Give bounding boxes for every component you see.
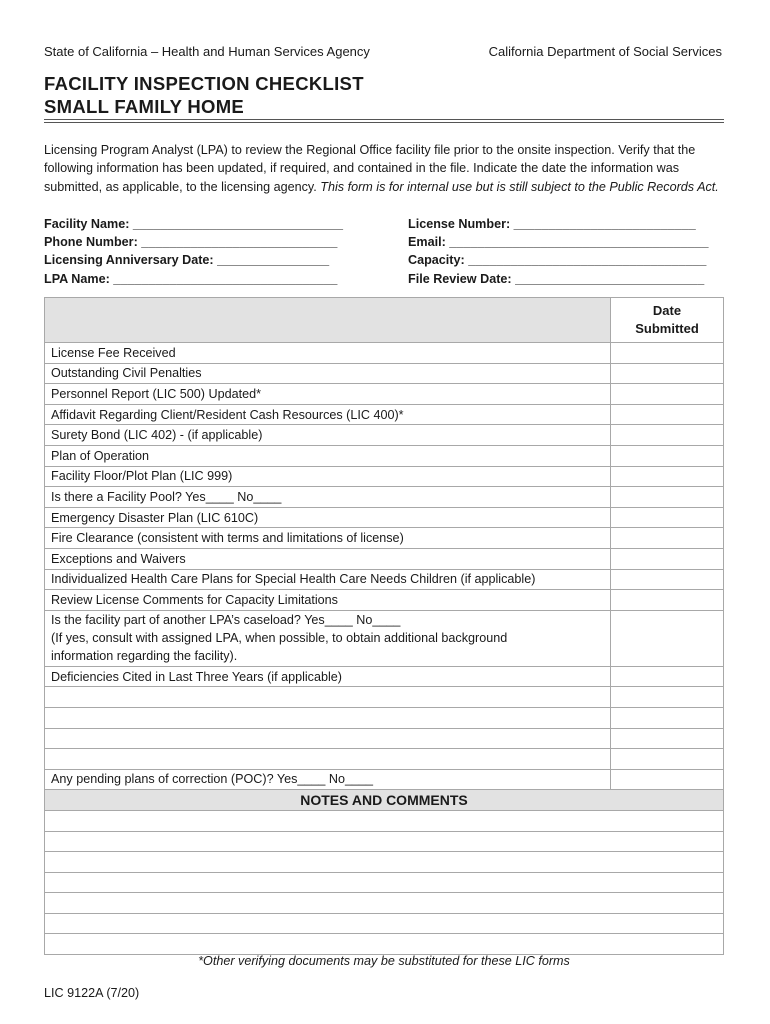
table-row (45, 590, 724, 611)
date-input-cell[interactable] (611, 769, 724, 790)
checklist-item-label: Plan of Operation (45, 445, 611, 466)
table-row (45, 445, 724, 466)
intro-text: Licensing Program Analyst (LPA) to review the Regional Office facility file prior to the onsite inspection. Verify that the following information has been updated, if required, and contained in the file. Indicate the date the information was submitted, as applicable, to the licensing agency. (44, 143, 696, 194)
table-row (45, 687, 724, 708)
email-field[interactable]: Email: _____________________________________ (408, 235, 709, 249)
agency-header: State of California – Health and Human Services Agency (44, 44, 370, 59)
date-input-cell[interactable] (611, 528, 724, 549)
notes-input-line[interactable] (45, 852, 724, 873)
blank-line[interactable] (45, 707, 611, 728)
table-row (45, 384, 724, 405)
caseload-line-2: (If yes, consult with assigned LPA, when possible, to obtain additional background (51, 631, 508, 646)
caseload-line-3: information regarding the facility). (51, 649, 238, 664)
checklist-item-label: License Fee Received (45, 343, 611, 364)
table-row (45, 466, 724, 487)
date-input-cell[interactable] (611, 343, 724, 364)
file-review-date-field[interactable]: File Review Date: ___________________________ (408, 272, 705, 286)
date-input-cell[interactable] (611, 666, 724, 687)
checklist-item-label: Individualized Health Care Plans for Special Health Care Needs Children (if applicable) (45, 569, 611, 590)
caseload-line-1: Is the facility part of another LPA’s caseload? Yes____ No____ (51, 613, 401, 628)
date-input-cell[interactable] (611, 404, 724, 425)
date-input-cell[interactable] (611, 548, 724, 569)
checklist-table (44, 297, 724, 955)
deficiencies-label: Deficiencies Cited in Last Three Years (if applicable) (45, 666, 611, 687)
poc-question: Any pending plans of correction (POC)? Yes____ No____ (45, 769, 611, 790)
facility-name-field[interactable]: Facility Name: ______________________________ (44, 217, 344, 231)
intro-italic-note: This form is for internal use but is still subject to the Public Records Act. (320, 179, 719, 194)
footnote: *Other verifying documents may be substituted for these LIC forms (198, 954, 570, 968)
caseload-question (45, 610, 611, 666)
table-row (45, 548, 724, 569)
blank-line[interactable] (45, 749, 611, 770)
form-number: LIC 9122A (7/20) (44, 986, 140, 1000)
date-input-cell[interactable] (611, 384, 724, 405)
checklist-item-label: Facility Floor/Plot Plan (LIC 999) (45, 466, 611, 487)
title-rule-top (44, 119, 724, 120)
title-rule-bottom (44, 122, 724, 123)
notes-input-line[interactable] (45, 934, 724, 955)
notes-line (45, 811, 724, 832)
date-header-line-2: Submitted (635, 321, 699, 336)
date-input-cell[interactable] (611, 569, 724, 590)
table-row (45, 666, 724, 687)
date-input-cell[interactable] (611, 610, 724, 666)
checklist-item-label: Surety Bond (LIC 402) - (if applicable) (45, 425, 611, 446)
table-header-row (45, 298, 724, 343)
table-row (45, 425, 724, 446)
notes-line (45, 893, 724, 914)
date-input-cell[interactable] (611, 466, 724, 487)
title-line-2: SMALL FAMILY HOME (44, 96, 245, 117)
form-title (44, 72, 364, 118)
caseload-row (45, 610, 724, 666)
anniversary-date-field[interactable]: Licensing Anniversary Date: ________________ (44, 253, 330, 267)
checklist-item-label: Fire Clearance (consistent with terms and limitations of license) (45, 528, 611, 549)
lpa-name-field[interactable]: LPA Name: ________________________________ (44, 272, 338, 286)
date-input-cell[interactable] (611, 363, 724, 384)
blank-line[interactable] (45, 687, 611, 708)
table-row (45, 749, 724, 770)
date-header-line-1: Date (652, 303, 682, 318)
notes-input-line[interactable] (45, 872, 724, 893)
license-number-field[interactable]: License Number: __________________________ (408, 217, 696, 231)
date-input-cell[interactable] (611, 749, 724, 770)
checklist-item-label: Is there a Facility Pool? Yes____ No____ (45, 487, 611, 508)
checklist-item-label: Emergency Disaster Plan (LIC 610C) (45, 507, 611, 528)
notes-line (45, 852, 724, 873)
table-row (45, 487, 724, 508)
notes-input-line[interactable] (45, 913, 724, 934)
date-input-cell[interactable] (611, 590, 724, 611)
checklist-item-label: Review License Comments for Capacity Limitations (45, 590, 611, 611)
table-row (45, 404, 724, 425)
date-input-cell[interactable] (611, 728, 724, 749)
date-input-cell[interactable] (611, 507, 724, 528)
date-input-cell[interactable] (611, 445, 724, 466)
table-row (45, 507, 724, 528)
notes-input-line[interactable] (45, 811, 724, 832)
notes-input-line[interactable] (45, 831, 724, 852)
date-input-cell[interactable] (611, 425, 724, 446)
notes-line (45, 831, 724, 852)
notes-line (45, 872, 724, 893)
date-submitted-header (611, 298, 724, 343)
table-row (45, 343, 724, 364)
blank-line[interactable] (45, 728, 611, 749)
table-row (45, 728, 724, 749)
table-row (45, 569, 724, 590)
notes-line (45, 934, 724, 955)
date-input-cell[interactable] (611, 487, 724, 508)
date-input-cell[interactable] (611, 687, 724, 708)
table-row (45, 528, 724, 549)
checklist-item-label: Personnel Report (LIC 500) Updated* (45, 384, 611, 405)
notes-line (45, 913, 724, 934)
notes-input-line[interactable] (45, 893, 724, 914)
notes-header-row (45, 790, 724, 811)
department-header: California Department of Social Services (488, 44, 722, 59)
intro-paragraph (44, 141, 728, 196)
date-input-cell[interactable] (611, 707, 724, 728)
capacity-field[interactable]: Capacity: __________________________________ (408, 253, 707, 267)
table-row (45, 769, 724, 790)
notes-header: NOTES AND COMMENTS (45, 790, 724, 811)
phone-number-field[interactable]: Phone Number: ____________________________ (44, 235, 338, 249)
table-row (45, 363, 724, 384)
table-header-shaded (45, 298, 611, 343)
title-line-1: FACILITY INSPECTION CHECKLIST (44, 73, 364, 94)
checklist-item-label: Affidavit Regarding Client/Resident Cash Resources (LIC 400)* (45, 404, 611, 425)
checklist-item-label: Exceptions and Waivers (45, 548, 611, 569)
checklist-item-label: Outstanding Civil Penalties (45, 363, 611, 384)
table-row (45, 707, 724, 728)
